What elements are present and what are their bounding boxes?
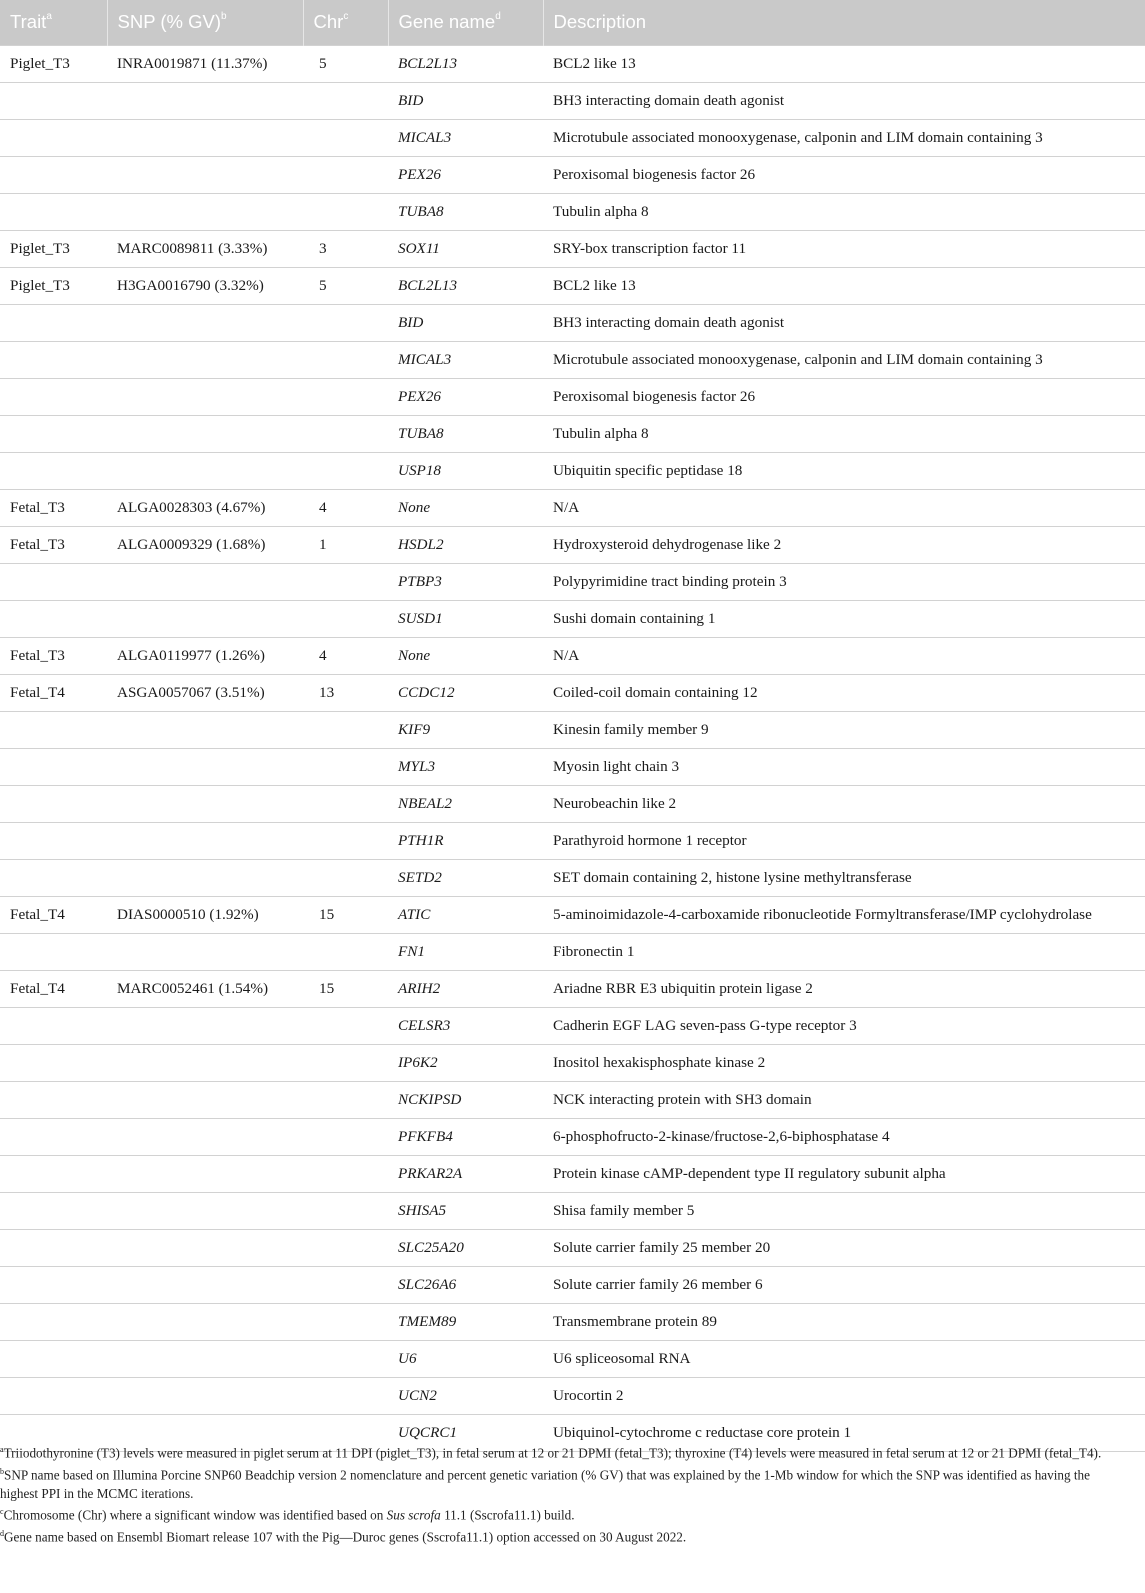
cell-description: Microtubule associated monooxygenase, calponin and LIM domain containing 3 [543, 119, 1145, 156]
cell-trait [0, 1118, 107, 1155]
table-row [0, 1118, 1145, 1155]
cell-description: N/A [543, 637, 1145, 674]
cell-trait: Fetal_T4 [0, 970, 107, 1007]
cell-chr [303, 748, 388, 785]
cell-gene-name: UCN2 [388, 1377, 543, 1414]
cell-description: Microtubule associated monooxygenase, calponin and LIM domain containing 3 [543, 341, 1145, 378]
cell-trait [0, 822, 107, 859]
cell-trait [0, 1007, 107, 1044]
cell-gene-name: FN1 [388, 933, 543, 970]
cell-snp [107, 933, 303, 970]
cell-snp: MARC0052461 (1.54%) [107, 970, 303, 1007]
cell-description: Tubulin alpha 8 [543, 193, 1145, 230]
cell-chr [303, 119, 388, 156]
cell-trait [0, 711, 107, 748]
cell-description: Peroxisomal biogenesis factor 26 [543, 378, 1145, 415]
table-row [0, 896, 1145, 933]
cell-gene-name: IP6K2 [388, 1044, 543, 1081]
footnote-b-mark: b [0, 1466, 4, 1476]
footnote-d-mark: d [0, 1529, 4, 1539]
cell-snp [107, 304, 303, 341]
cell-chr [303, 822, 388, 859]
table-row [0, 600, 1145, 637]
cell-gene-name: PEX26 [388, 156, 543, 193]
cell-chr [303, 859, 388, 896]
cell-snp [107, 711, 303, 748]
footnote-d [0, 1525, 1130, 1547]
cell-chr: 3 [303, 230, 388, 267]
cell-snp [107, 378, 303, 415]
cell-snp [107, 600, 303, 637]
footnote-c [0, 1503, 1130, 1525]
cell-chr [303, 1192, 388, 1229]
cell-chr [303, 341, 388, 378]
table-row [0, 452, 1145, 489]
cell-trait [0, 341, 107, 378]
cell-description: Inositol hexakisphosphate kinase 2 [543, 1044, 1145, 1081]
cell-description: 6-phosphofructo-2-kinase/fructose-2,6-biphosphatase 4 [543, 1118, 1145, 1155]
cell-gene-name: MICAL3 [388, 119, 543, 156]
cell-gene-name: ARIH2 [388, 970, 543, 1007]
cell-description: SRY-box transcription factor 11 [543, 230, 1145, 267]
cell-gene-name: SLC25A20 [388, 1229, 543, 1266]
cell-gene-name: SUSD1 [388, 600, 543, 637]
table-row [0, 822, 1145, 859]
table-row [0, 859, 1145, 896]
cell-chr: 15 [303, 896, 388, 933]
cell-trait [0, 1377, 107, 1414]
cell-snp: ASGA0057067 (3.51%) [107, 674, 303, 711]
cell-trait [0, 193, 107, 230]
table-row [0, 748, 1145, 785]
cell-gene-name: SOX11 [388, 230, 543, 267]
cell-description: Shisa family member 5 [543, 1192, 1145, 1229]
cell-gene-name: CCDC12 [388, 674, 543, 711]
cell-chr [303, 82, 388, 119]
table-row [0, 1303, 1145, 1340]
cell-snp [107, 452, 303, 489]
table-row [0, 785, 1145, 822]
footnote-b [0, 1463, 1130, 1503]
cell-trait [0, 1155, 107, 1192]
header-snp [107, 0, 303, 45]
cell-description: Ubiquitin specific peptidase 18 [543, 452, 1145, 489]
header-chr-label: Chr [313, 11, 344, 33]
cell-trait [0, 415, 107, 452]
cell-description: BH3 interacting domain death agonist [543, 82, 1145, 119]
cell-chr [303, 1007, 388, 1044]
cell-snp [107, 748, 303, 785]
cell-trait [0, 1266, 107, 1303]
footnote-a [0, 1441, 1130, 1463]
cell-gene-name: PTBP3 [388, 563, 543, 600]
cell-chr [303, 415, 388, 452]
header-gene-name [388, 0, 543, 45]
cell-snp: DIAS0000510 (1.92%) [107, 896, 303, 933]
cell-gene-name: PRKAR2A [388, 1155, 543, 1192]
cell-snp [107, 119, 303, 156]
table-row [0, 711, 1145, 748]
cell-chr: 4 [303, 637, 388, 674]
cell-snp [107, 341, 303, 378]
cell-snp [107, 1340, 303, 1377]
table-row [0, 1007, 1145, 1044]
cell-chr: 13 [303, 674, 388, 711]
cell-chr [303, 1118, 388, 1155]
footnote-c-species: Sus scrofa [386, 1507, 441, 1523]
cell-trait [0, 119, 107, 156]
cell-snp [107, 563, 303, 600]
table-row [0, 489, 1145, 526]
table-row [0, 82, 1145, 119]
footnote-c-mark: c [0, 1507, 4, 1517]
cell-trait [0, 82, 107, 119]
cell-snp: MARC0089811 (3.33%) [107, 230, 303, 267]
table-row [0, 933, 1145, 970]
table-row [0, 230, 1145, 267]
cell-description: U6 spliceosomal RNA [543, 1340, 1145, 1377]
table-row [0, 304, 1145, 341]
cell-trait [0, 933, 107, 970]
cell-trait [0, 1192, 107, 1229]
cell-description: 5-aminoimidazole-4-carboxamide ribonucleotide Formyltransferase/IMP cyclohydrolase [543, 896, 1145, 933]
header-trait-footnote-mark: a [46, 11, 52, 23]
cell-chr [303, 785, 388, 822]
cell-gene-name: ATIC [388, 896, 543, 933]
cell-description: Transmembrane protein 89 [543, 1303, 1145, 1340]
cell-chr [303, 193, 388, 230]
table-row [0, 378, 1145, 415]
header-trait [0, 0, 107, 45]
cell-snp [107, 1229, 303, 1266]
cell-trait [0, 859, 107, 896]
table-body [0, 45, 1145, 1451]
cell-chr [303, 1303, 388, 1340]
cell-snp: INRA0019871 (11.37%) [107, 45, 303, 82]
cell-snp: ALGA0028303 (4.67%) [107, 489, 303, 526]
cell-snp [107, 1081, 303, 1118]
cell-snp [107, 415, 303, 452]
cell-gene-name: HSDL2 [388, 526, 543, 563]
table-row [0, 1229, 1145, 1266]
cell-trait: Fetal_T3 [0, 637, 107, 674]
table-row [0, 341, 1145, 378]
cell-gene-name: USP18 [388, 452, 543, 489]
table-row [0, 674, 1145, 711]
cell-gene-name: PTH1R [388, 822, 543, 859]
table-row [0, 1266, 1145, 1303]
cell-description: Ariadne RBR E3 ubiquitin protein ligase 2 [543, 970, 1145, 1007]
cell-snp: ALGA0009329 (1.68%) [107, 526, 303, 563]
cell-trait [0, 156, 107, 193]
cell-gene-name: BID [388, 304, 543, 341]
cell-gene-name: SHISA5 [388, 1192, 543, 1229]
cell-gene-name: TUBA8 [388, 415, 543, 452]
cell-trait [0, 600, 107, 637]
cell-gene-name: NCKIPSD [388, 1081, 543, 1118]
table-row [0, 1377, 1145, 1414]
cell-trait: Fetal_T4 [0, 896, 107, 933]
cell-description: Solute carrier family 26 member 6 [543, 1266, 1145, 1303]
cell-chr: 1 [303, 526, 388, 563]
cell-description: Polypyrimidine tract binding protein 3 [543, 563, 1145, 600]
cell-chr [303, 1340, 388, 1377]
table-row [0, 415, 1145, 452]
cell-gene-name: KIF9 [388, 711, 543, 748]
cell-snp [107, 1303, 303, 1340]
table-row [0, 1340, 1145, 1377]
cell-description: SET domain containing 2, histone lysine methyltransferase [543, 859, 1145, 896]
cell-trait [0, 1044, 107, 1081]
cell-trait [0, 1340, 107, 1377]
cell-chr [303, 1266, 388, 1303]
table-row [0, 637, 1145, 674]
cell-snp [107, 156, 303, 193]
header-gene-footnote-mark: d [495, 11, 501, 23]
cell-snp [107, 859, 303, 896]
cell-description: Fibronectin 1 [543, 933, 1145, 970]
cell-gene-name: BID [388, 82, 543, 119]
cell-snp [107, 1007, 303, 1044]
cell-snp [107, 1044, 303, 1081]
cell-chr [303, 933, 388, 970]
cell-trait [0, 378, 107, 415]
cell-description: BH3 interacting domain death agonist [543, 304, 1145, 341]
cell-chr: 5 [303, 267, 388, 304]
cell-gene-name: SLC26A6 [388, 1266, 543, 1303]
cell-chr: 4 [303, 489, 388, 526]
header-snp-footnote-mark: b [220, 11, 227, 23]
cell-trait [0, 563, 107, 600]
cell-description: NCK interacting protein with SH3 domain [543, 1081, 1145, 1118]
cell-snp [107, 1155, 303, 1192]
header-gene-label: Gene name [398, 11, 496, 33]
cell-trait [0, 785, 107, 822]
cell-snp [107, 193, 303, 230]
cell-snp: H3GA0016790 (3.32%) [107, 267, 303, 304]
cell-snp [107, 822, 303, 859]
cell-trait: Fetal_T3 [0, 489, 107, 526]
cell-trait [0, 1229, 107, 1266]
cell-trait [0, 452, 107, 489]
cell-description: N/A [543, 489, 1145, 526]
cell-snp [107, 1266, 303, 1303]
table-row [0, 1155, 1145, 1192]
cell-description: Urocortin 2 [543, 1377, 1145, 1414]
cell-trait [0, 1081, 107, 1118]
cell-description: Hydroxysteroid dehydrogenase like 2 [543, 526, 1145, 563]
cell-gene-name: None [388, 637, 543, 674]
cell-chr [303, 711, 388, 748]
cell-chr [303, 452, 388, 489]
cell-gene-name: SETD2 [388, 859, 543, 896]
table-row [0, 1192, 1145, 1229]
cell-trait: Piglet_T3 [0, 45, 107, 82]
cell-description: Sushi domain containing 1 [543, 600, 1145, 637]
cell-chr [303, 1155, 388, 1192]
table-row [0, 970, 1145, 1007]
cell-snp: ALGA0119977 (1.26%) [107, 637, 303, 674]
cell-snp [107, 82, 303, 119]
cell-gene-name: PFKFB4 [388, 1118, 543, 1155]
cell-chr [303, 563, 388, 600]
footnote-c-text-pre: Chromosome (Chr) where a significant window was identified based on [3, 1507, 387, 1523]
cell-description: Kinesin family member 9 [543, 711, 1145, 748]
cell-chr: 15 [303, 970, 388, 1007]
cell-trait: Piglet_T3 [0, 230, 107, 267]
footnote-c-text-post: 11.1 (Sscrofa11.1) build. [440, 1507, 575, 1523]
footnote-a-text: Triiodothyronine (T3) levels were measured in piglet serum at 11 DPI (piglet_T3), in fetal serum at 12 or 21 DPMI (fetal_T3); thyroxine (T4) levels were measured in fetal serum at 12 or 21 DPMI (fetal_T4). [3, 1445, 1102, 1461]
cell-chr [303, 378, 388, 415]
table-row [0, 267, 1145, 304]
cell-chr [303, 156, 388, 193]
cell-description: BCL2 like 13 [543, 267, 1145, 304]
cell-chr [303, 1229, 388, 1266]
cell-snp [107, 1377, 303, 1414]
cell-trait [0, 748, 107, 785]
cell-gene-name: MICAL3 [388, 341, 543, 378]
cell-description: Myosin light chain 3 [543, 748, 1145, 785]
cell-trait: Fetal_T3 [0, 526, 107, 563]
header-description-label: Description [553, 11, 647, 33]
cell-snp [107, 1192, 303, 1229]
table-row [0, 119, 1145, 156]
table-header [0, 0, 1145, 45]
cell-description: Cadherin EGF LAG seven-pass G-type receptor 3 [543, 1007, 1145, 1044]
header-snp-label: SNP (% GV) [117, 11, 221, 33]
table-row [0, 563, 1145, 600]
cell-gene-name: TUBA8 [388, 193, 543, 230]
header-chr [303, 0, 388, 45]
cell-chr [303, 304, 388, 341]
cell-gene-name: U6 [388, 1340, 543, 1377]
table-footnotes [0, 1441, 1130, 1547]
cell-chr [303, 1044, 388, 1081]
cell-trait: Fetal_T4 [0, 674, 107, 711]
table-row [0, 45, 1145, 82]
footnote-b-text: SNP name based on Illumina Porcine SNP60 Beadchip version 2 nomenclature and percent genetic variation (% GV) that was explained by the 1-Mb window for which the SNP was identified as having the highest PPI in the MCMC iterations. [0, 1467, 1090, 1501]
cell-gene-name: None [388, 489, 543, 526]
header-chr-footnote-mark: c [343, 11, 349, 23]
cell-description: Coiled-coil domain containing 12 [543, 674, 1145, 711]
cell-trait [0, 304, 107, 341]
header-row [0, 0, 1145, 45]
cell-gene-name: NBEAL2 [388, 785, 543, 822]
table-row [0, 526, 1145, 563]
header-trait-label: Trait [10, 11, 47, 33]
cell-description: Parathyroid hormone 1 receptor [543, 822, 1145, 859]
cell-chr [303, 600, 388, 637]
header-description [543, 0, 1145, 45]
cell-gene-name: UQCRC1 [388, 1414, 543, 1451]
cell-description: Protein kinase cAMP-dependent type II regulatory subunit alpha [543, 1155, 1145, 1192]
cell-snp [107, 1118, 303, 1155]
table-row [0, 1081, 1145, 1118]
cell-gene-name: PEX26 [388, 378, 543, 415]
footnote-d-text: Gene name based on Ensembl Biomart release 107 with the Pig—Duroc genes (Sscrofa11.1) option accessed on 30 August 2022. [4, 1529, 687, 1545]
cell-gene-name: MYL3 [388, 748, 543, 785]
footnote-a-mark: a [0, 1445, 4, 1454]
cell-description: Ubiquinol-cytochrome c reductase core protein 1 [543, 1414, 1145, 1451]
cell-gene-name: CELSR3 [388, 1007, 543, 1044]
cell-chr: 5 [303, 45, 388, 82]
cell-trait [0, 1303, 107, 1340]
table-row [0, 1044, 1145, 1081]
cell-description: Neurobeachin like 2 [543, 785, 1145, 822]
cell-description: Solute carrier family 25 member 20 [543, 1229, 1145, 1266]
cell-gene-name: BCL2L13 [388, 45, 543, 82]
cell-snp [107, 785, 303, 822]
table-row [0, 156, 1145, 193]
cell-description: BCL2 like 13 [543, 45, 1145, 82]
cell-trait: Piglet_T3 [0, 267, 107, 304]
cell-gene-name: BCL2L13 [388, 267, 543, 304]
cell-chr [303, 1081, 388, 1118]
cell-gene-name: TMEM89 [388, 1303, 543, 1340]
cell-chr [303, 1377, 388, 1414]
table-row [0, 193, 1145, 230]
cell-description: Tubulin alpha 8 [543, 415, 1145, 452]
cell-description: Peroxisomal biogenesis factor 26 [543, 156, 1145, 193]
